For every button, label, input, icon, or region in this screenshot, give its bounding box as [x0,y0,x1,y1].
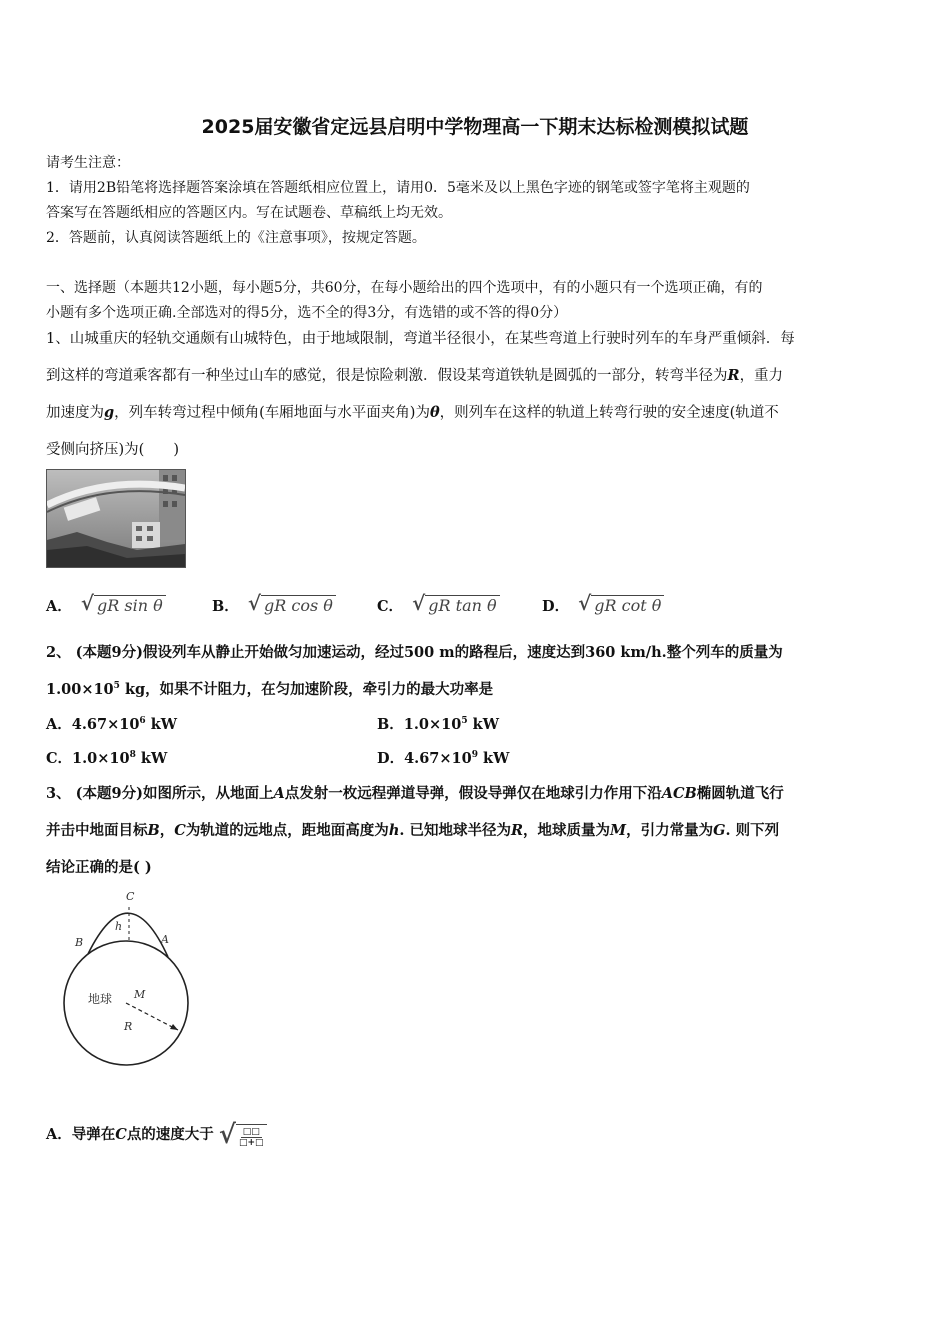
q2-option-d-unit: kW [478,750,510,767]
q1-line-3-text-b: ，列车转弯过程中倾角(车厢地面与水平面夹角)为 [114,405,430,421]
diagram-label-earth: 地球 [88,992,113,1006]
section-heading-line-2: 小题有多个选项正确.全部选对的得5分，选不全的得3分，有选错的或不答的得0分） [46,305,568,321]
q3-line-1 [46,782,784,803]
q3-option-a-text-b: 点的速度大于 [126,1126,214,1143]
q1-var-theta: θ [429,404,440,421]
q2-mass-base: 1.00×10 [46,681,114,698]
diagram-label-R: R [124,1020,133,1033]
q1-var-R: R [727,367,740,384]
q1-line-3-text-a: 加速度为 [46,405,104,421]
q1-line-2 [46,364,783,385]
q2-option-a-base: 4.67×10 [71,716,140,733]
q2-option-b-label: B． [377,716,404,733]
q2-option-b-base: 1.0×10 [403,716,462,733]
q2-option-b-exp: 5 [461,716,468,727]
q2-option-b-unit: kW [467,716,499,733]
q3-option-a-label: A． [46,1126,72,1143]
fraction-icon: $\frac{□□}{□+□}$ [238,1127,264,1148]
notice-item-1-line-1: 1．请用2B铅笔将选择题答案涂填在答题纸相应位置上，请用0．5毫米及以上黑色字迹的钢笔或签字笔将主观题的 [46,180,750,196]
notice-item-2: 2．答题前，认真阅读答题纸上的《注意事项》，按规定答题。 [46,230,426,246]
q3-line-1-text-a: 3、 (本题9分)如图所示，从地面上 [46,785,274,802]
q1-line-3-text-c: ，则列车在这样的轨道上转弯行驶的安全速度(轨道不 [439,405,779,421]
q3-option-a[interactable] [46,1122,267,1148]
q1-option-b-expr: gR cos θ [261,595,336,616]
q1-line-2-text-b: ，重力 [739,368,784,384]
q3-line-2-text-d: . 已知地球半径为 [399,822,511,839]
q2-option-c[interactable] [46,747,167,768]
q3-line-2-text-a: 并击中地面目标 [46,822,148,839]
q3-line-2-text-g: . 则下列 [725,822,780,839]
sqrt-icon: √ [218,1120,236,1150]
q3-var-ACB: ACB [661,785,697,802]
q2-option-a-exp: 6 [139,716,146,727]
q3-var-M: M [610,822,627,839]
diagram-label-M: M [134,988,146,1001]
q1-option-a-label: A． [46,598,72,615]
q1-option-c[interactable] [377,585,500,616]
notice-item-1-line-2: 答案写在答题纸相应的答题区内。写在试题卷、草稿纸上均无效。 [46,205,452,221]
q2-line-2-text: kg，如果不计阻力，在匀加速阶段，牵引力的最大功率是 [119,681,494,698]
q1-option-b[interactable] [212,585,336,616]
q3-line-1-text-b: 点发射一枚远程弹道导弹，假设导弹仅在地球引力作用下沿 [284,785,662,802]
diagram-label-A: A [161,933,169,946]
diagram-label-B: B [75,936,84,949]
q1-line-4: 受侧向挤压)为( ) [46,442,179,458]
q1-option-c-label: C． [377,598,404,615]
q2-option-d-exp: 9 [471,750,478,761]
q1-line-1: 1、山城重庆的轻轨交通颇有山城特色，由于地域限制，弯道半径很小，在某些弯道上行驶时列车的车身严重倾斜．每 [46,331,795,347]
sqrt-icon: √ [247,591,261,615]
q1-option-a[interactable] [46,585,166,616]
q2-option-b[interactable] [377,713,499,734]
q2-line-2 [46,678,493,699]
q3-line-1-text-c: 椭圆轨道飞行 [696,785,784,802]
q2-option-d-label: D． [377,750,405,767]
q2-option-c-exp: 8 [129,750,136,761]
q2-option-a[interactable] [46,713,177,734]
section-heading-line-1: 一、选择题（本题共12小题，每小题5分，共60分，在每小题给出的四个选项中，有的小题只有一个选项正确，有的 [46,280,763,296]
q2-option-d[interactable] [377,747,509,768]
q3-var-R: R [510,822,524,839]
q2-option-c-base: 1.0×10 [72,750,130,767]
q3-line-3: 结论正确的是( ) [46,859,152,876]
q3-line-2-text-c: 为轨道的远地点，距地面高度为 [185,822,389,839]
q1-option-d[interactable] [542,585,664,616]
q3-line-2-text-e: ，地球质量为 [523,822,611,839]
q3-var-G: G [713,822,726,839]
q2-option-c-label: C． [46,750,73,767]
q1-var-g: g [104,404,115,421]
q3-var-B: B [147,822,160,839]
monorail-photo [46,469,186,568]
q3-var-A: A [273,785,285,802]
q1-line-2-text-a: 到这样的弯道乘客都有一种坐过山车的感觉，很是惊险刺激．假设某弯道铁轨是圆弧的一部分，转弯半径为 [46,368,728,384]
q3-line-2-text-f: ，引力常量为 [626,822,714,839]
sqrt-icon: √ [412,591,426,615]
earth-orbit-diagram [46,885,206,1075]
q1-option-a-expr: gR sin θ [94,595,166,616]
q2-option-d-base: 4.67×10 [404,750,472,767]
page-title: 2025届安徽省定远县启明中学物理高一下期末达标检测模拟试题 [201,116,749,138]
q3-var-h: h [388,822,400,839]
q1-option-d-expr: gR cot θ [591,595,664,616]
q1-option-d-label: D． [542,598,570,615]
q3-option-a-var-C: C [115,1126,127,1143]
q3-option-a-text-a: 导弹在 [71,1126,116,1143]
q2-option-c-unit: kW [135,750,168,767]
diagram-label-h: h [115,920,123,933]
q2-mass-exp: 5 [113,681,120,692]
q3-var-C: C [174,822,186,839]
q3-line-2-text-b: ， [159,822,175,839]
q2-option-a-label: A． [46,716,72,733]
sqrt-icon: √ [578,591,592,615]
sqrt-icon: √ [80,591,94,615]
q2-line-1: 2、 (本题9分)假设列车从静止开始做匀加速运动，经过500 m的路程后，速度达到360 km/h.整个列车的质量为 [46,644,783,661]
q3-line-2 [46,819,779,840]
diagram-label-C: C [126,890,135,903]
q1-line-3 [46,401,779,422]
q1-option-b-label: B． [212,598,239,615]
notice-heading: 请考生注意： [46,155,130,171]
q1-option-c-expr: gR tan θ [425,595,499,616]
q2-option-a-unit: kW [145,716,178,733]
